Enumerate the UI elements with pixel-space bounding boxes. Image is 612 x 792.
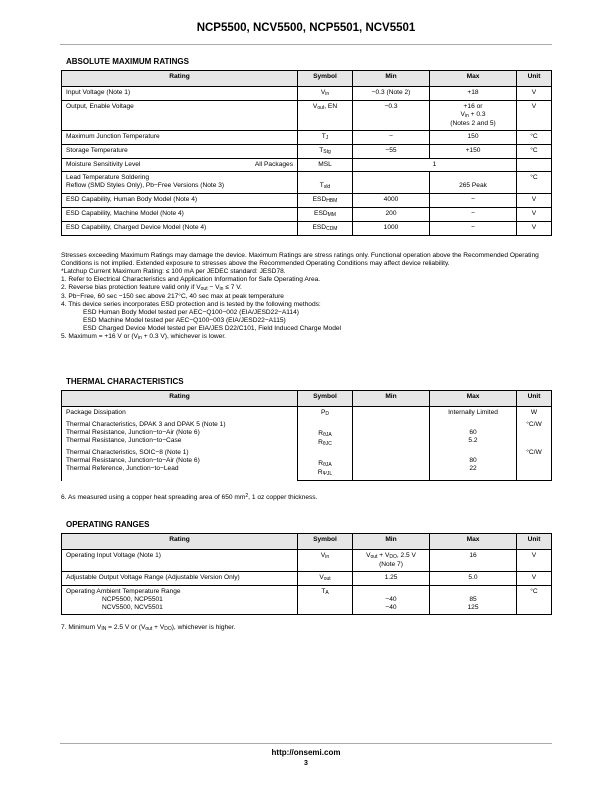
unit-cell: V — [517, 550, 552, 572]
note-4a: ESD Human Body Model tested per AEC−Q100−002 (EIA/JESD22−A114) — [83, 309, 299, 316]
col-max: Max — [430, 71, 517, 87]
min-cell: 4000 — [353, 194, 430, 208]
operating-table — [61, 533, 552, 615]
table-row — [62, 550, 552, 572]
unit-cell: W °C/W °C/W — [517, 407, 552, 481]
table-header-row — [62, 534, 552, 550]
abs-max-table — [61, 70, 552, 236]
symbol-cell: $V_{in}$ — [298, 550, 353, 572]
abs-max-notes — [61, 252, 553, 342]
note-2: 2. Reverse bias protection feature valid only if $V_{out} - V_{in} \le 7$ V. — [61, 284, 242, 292]
symbol-cell: MSL — [298, 159, 353, 172]
min-cell: − — [353, 131, 430, 145]
col-symbol: Symbol — [298, 71, 353, 87]
note-1: 1. Refer to Electrical Characteristics and Application Information for Safe Operating Area. — [61, 276, 321, 283]
symbol-cell: $T_{Stg}$ — [298, 145, 353, 159]
max-cell: Internally Limited 60 5.2 80 22 — [430, 407, 517, 481]
thermal-table — [61, 390, 552, 481]
footer-divider — [60, 743, 552, 744]
max-cell: 150 — [430, 131, 517, 145]
note-4: 4. This device series incorporates ESD protection and is tested by the following methods: — [61, 301, 321, 308]
latchup-note: *Latchup Current Maximum Rating: ≤ 100 mA per JEDEC standard: JESD78. — [61, 268, 286, 275]
table-row — [62, 194, 552, 208]
rating-cell: Adjustable Output Voltage Range (Adjustable Version Only) — [62, 572, 298, 586]
rating-cell: ESD Capability, Human Body Model (Note 4) — [62, 194, 298, 208]
min-cell: −40 −40 — [353, 586, 430, 615]
footer-url: http://onsemi.com — [271, 748, 341, 757]
min-cell: $V_{out} + V_{DO}$, 2.5 V (Note 7) — [353, 550, 430, 572]
note-5: 5. Maximum = +16 V or ($V_{in} + 0.3$ V), whichever is lower. — [61, 333, 226, 341]
table-row — [62, 572, 552, 586]
col-max: Max — [430, 391, 517, 407]
note-4c: ESD Charged Device Model tested per EIA/JES D22/C101, Field Induced Charge Model — [83, 325, 342, 332]
max-cell: 265 Peak — [430, 172, 517, 194]
rating-cell: Input Voltage (Note 1) — [62, 87, 298, 101]
rating-cell: Operating Input Voltage (Note 1) — [62, 550, 298, 572]
symbol-cell: $T_{sld}$ — [298, 172, 353, 194]
rating-cell: ESD Capability, Charged Device Model (Note 4) — [62, 222, 298, 236]
min-cell — [353, 172, 430, 194]
symbol-cell: $V_{out}$, EN — [298, 101, 353, 131]
unit-cell: °C — [517, 586, 552, 615]
symbol-cell: $T_A$ — [298, 586, 353, 615]
unit-cell: °C — [517, 131, 552, 145]
col-rating: Rating — [62, 391, 298, 407]
max-cell: − — [430, 222, 517, 236]
rating-cell: Maximum Junction Temperature — [62, 131, 298, 145]
min-cell: 1.25 — [353, 572, 430, 586]
unit-cell: V — [517, 208, 552, 222]
symbol-cell: $P_D$ $R_{\theta JA}$ $R_{\theta JC}$ $R_{\theta JA}$ $R_{\Psi JL}$ — [298, 407, 353, 481]
col-min: Min — [353, 391, 430, 407]
unit-cell: V — [517, 87, 552, 101]
col-rating: Rating — [62, 71, 298, 87]
abs-max-title: ABSOLUTE MAXIMUM RATINGS — [66, 57, 189, 66]
unit-cell: °C — [517, 145, 552, 159]
page-number: 3 — [304, 760, 308, 767]
note-7: 7. Minimum $V_{IN} = 2.5$ V or $(V_{out} + V_{DO})$, whichever is higher. — [61, 624, 236, 632]
unit-cell — [517, 159, 552, 172]
min-cell — [353, 407, 430, 481]
table-row — [62, 131, 552, 145]
symbol-cell: $ESD_{HBM}$ — [298, 194, 353, 208]
min-cell: 1000 — [353, 222, 430, 236]
col-unit: Unit — [517, 534, 552, 550]
max-cell: − — [430, 208, 517, 222]
col-min: Min — [353, 534, 430, 550]
table-row — [62, 407, 552, 481]
col-min: Min — [353, 71, 430, 87]
table-header-row — [62, 391, 552, 407]
table-row — [62, 101, 552, 131]
rating-cell: Output, Enable Voltage — [62, 101, 298, 131]
max-cell: +16 or $V_{in} + 0.3$ (Notes 2 and 5) — [430, 101, 517, 131]
symbol-cell: $ESD_{MM}$ — [298, 208, 353, 222]
unit-cell: V — [517, 194, 552, 208]
rating-cell: Storage Temperature — [62, 145, 298, 159]
col-max: Max — [430, 534, 517, 550]
thermal-notes — [61, 492, 553, 502]
col-unit: Unit — [517, 391, 552, 407]
rating-cell: Moisture Sensitivity Level All Packages — [62, 159, 298, 172]
table-row — [62, 159, 552, 172]
unit-cell: V — [517, 222, 552, 236]
table-row — [62, 87, 552, 101]
col-unit: Unit — [517, 71, 552, 87]
rating-cell: Lead Temperature Soldering Reflow (SMD Styles Only), Pb−Free Versions (Note 3) — [62, 172, 298, 194]
max-cell: +150 — [430, 145, 517, 159]
unit-cell: °C — [517, 172, 552, 194]
min-cell: −0.3 (Note 2) — [353, 87, 430, 101]
page-title: NCP5500, NCV5500, NCP5501, NCV5501 — [196, 22, 416, 34]
table-row — [62, 208, 552, 222]
table-row — [62, 145, 552, 159]
table-row — [62, 586, 552, 615]
symbol-cell: $V_{in}$ — [298, 87, 353, 101]
max-cell: 5.0 — [430, 572, 517, 586]
min-cell: 200 — [353, 208, 430, 222]
rating-cell: Package Dissipation Thermal Characteristics, DPAK 3 and DPAK 5 (Note 1) Thermal Resistance, Junction−to−Air (Note 6) Thermal Resistance, Junction−to−Case Thermal Characteristics, SOIC−8 (Note 1) Thermal Resistance, Junction−to−Air (Note 6) Thermal Reference, Junction−to−Lead — [62, 407, 298, 481]
symbol-cell: $T_J$ — [298, 131, 353, 145]
rating-cell: ESD Capability, Machine Model (Note 4) — [62, 208, 298, 222]
note-4b: ESD Machine Model tested per AEC−Q100−003 (EIA/JESD22−A115) — [83, 317, 286, 324]
unit-cell: V — [517, 572, 552, 586]
min-cell: −0.3 — [353, 101, 430, 131]
min-cell: −55 — [353, 145, 430, 159]
operating-title: OPERATING RANGES — [66, 520, 150, 529]
symbol-cell: $ESD_{CDM}$ — [298, 222, 353, 236]
table-row — [62, 222, 552, 236]
note-6: 6. As measured using a copper heat spreading area of 650 $mm^2$, 1 oz copper thickness. — [61, 493, 318, 501]
col-symbol: Symbol — [298, 534, 353, 550]
max-cell: 85 125 — [430, 586, 517, 615]
symbol-cell: $V_{out}$ — [298, 572, 353, 586]
rating-cell: Operating Ambient Temperature Range NCP5500, NCP5501 NCV5500, NCV5501 — [62, 586, 298, 615]
col-rating: Rating — [62, 534, 298, 550]
unit-cell: V — [517, 101, 552, 131]
table-header-row — [62, 71, 552, 87]
max-cell: − — [430, 194, 517, 208]
table-row — [62, 172, 552, 194]
col-symbol: Symbol — [298, 391, 353, 407]
max-cell: 16 — [430, 550, 517, 572]
note-3: 3. Pb−Free, 60 sec −150 sec above 217°C, 40 sec max at peak temperature — [61, 293, 284, 300]
operating-notes — [61, 624, 553, 633]
value-cell: 1 — [353, 159, 517, 172]
stress-note: Stresses exceeding Maximum Ratings may damage the device. Maximum Ratings are stress ratings only. Functional operation above the Recommended Operating Conditions is not implied. Extended exposure to stresses above the Recommended Operating Conditions may affect device reliability. — [61, 252, 539, 267]
max-cell: +18 — [430, 87, 517, 101]
thermal-title: THERMAL CHARACTERISTICS — [66, 377, 184, 386]
header-divider — [60, 44, 552, 45]
